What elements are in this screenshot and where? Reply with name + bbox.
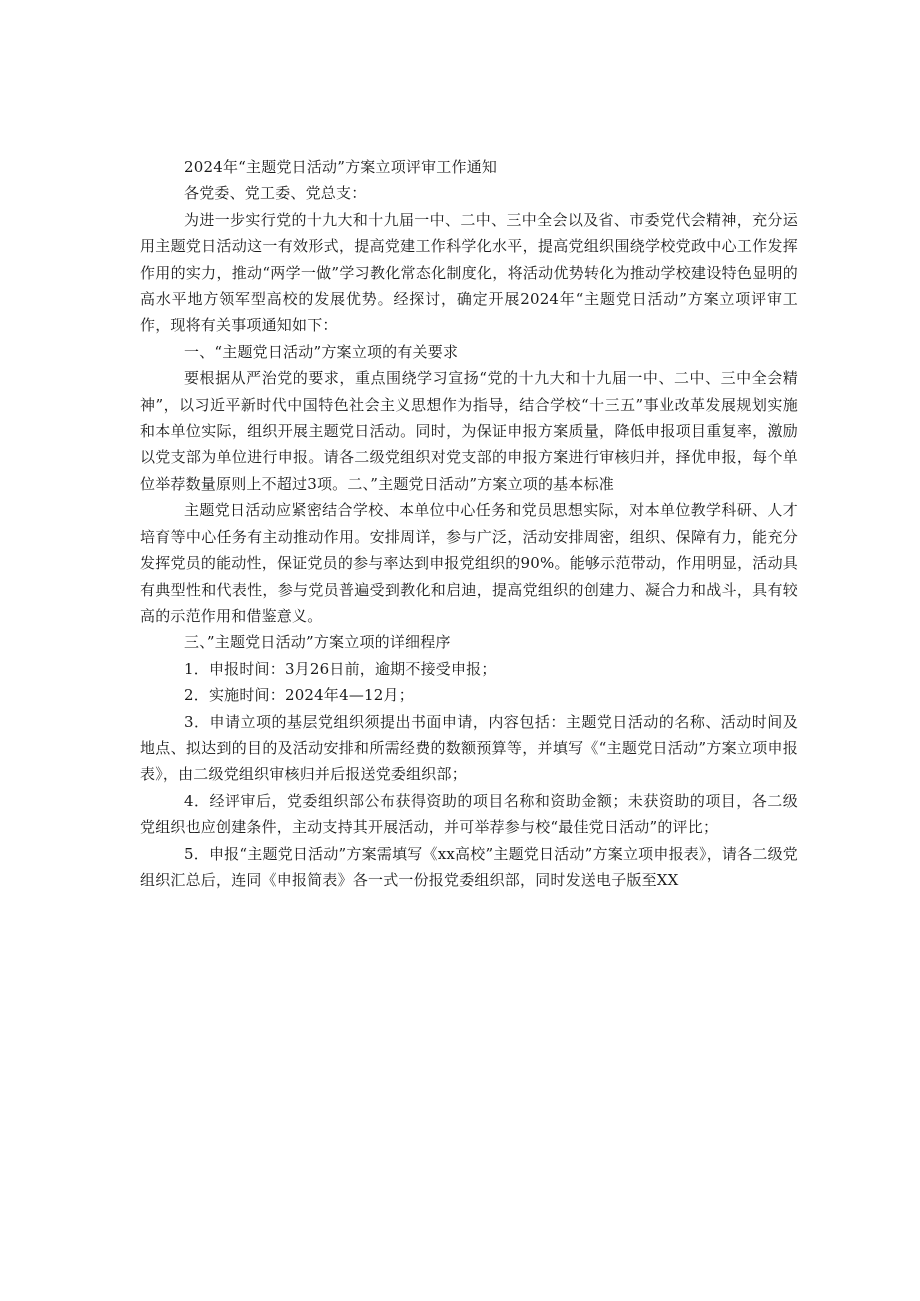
salutation: 各党委、党工委、党总支： bbox=[184, 184, 367, 203]
section-2-body: 主题党日活动应紧密结合学校、本单位中心任务和党员思想实际，对本单位教学科研、人才培育等中心任务有主动推动作用。安排周详，参与广泛，活动安排周密，组织、保障有力，能充分发挥党员的能动性，保证党员的参与率达到申报党组织的90%。能够示范带动，作用明显，活动具有典型性和代表性，参与党员普遍受到教化和启迪，提高党组织的创建力、凝合力和战斗，具有较高的示范作用和借鉴意义。 bbox=[140, 501, 798, 625]
section-3-heading: 三、”主题党日活动”方案立项的详细程序 bbox=[184, 633, 451, 652]
list-item: 4．经评审后，党委组织部公布获得资助的项目名称和资助金额；未获资助的项目，各二级党组织也应创建条件，主动支持其开展活动，并可举荐参与校“最佳党日活动”的评比； bbox=[140, 791, 798, 837]
list-item: 2．实施时间：2024年4—12月； bbox=[184, 686, 414, 705]
intro-paragraph: 为进一步实行党的十九大和十九届一中、二中、三中全会以及省、市委党代会精神，充分运用主题党日活动这一有效形式，提高党建工作科学化水平，提高党组织围绕学校党政中心工作发挥作用的实力，推动“两学一做”学习教化常态化制度化，将活动优势转化为推动学校建设特色显明的高水平地方领军型高校的发展优势。经探讨，确定开展2024年“主题党日活动”方案立项评审工作，现将有关事项通知如下： bbox=[140, 210, 798, 335]
section-1-heading: 一、“主题党日活动”方案立项的有关要求 bbox=[184, 342, 459, 361]
list-item: 3．申请立项的基层党组织须提出书面申请，内容包括：主题党日活动的名称、活动时间及地点、拟达到的目的及活动安排和所需经费的数额预算等，并填写《“主题党日活动”方案立项申报表》，由二级党组织审核归并后报送党委组织部； bbox=[140, 712, 798, 784]
document-body bbox=[140, 154, 798, 893]
section-1-body: 要根据从严治党的要求，重点围绕学习宣扬“党的十九大和十九届一中、二中、三中全会精神”，以习近平新时代中国特色社会主义思想作为指导，结合学校“十三五”事业改革发展规划实施和本单位实际，组织开展主题党日活动。同时，为保证申报方案质量，降低申报项目重复率，激励以党支部为单位进行申报。请各二级党组织对党支部的申报方案进行审核归并，择优申报，每个单位举荐数量原则上不超过3项。二、”主题党日活动”方案立项的基本标准 bbox=[140, 369, 798, 493]
list-item: 5．申报“主题党日活动”方案需填写《xx高校”主题党日活动”方案立项申报表》，请各二级党组织汇总后，连同《申报简表》各一式一份报党委组织部，同时发送电子版至XX bbox=[140, 844, 798, 889]
document-title: 2024年“主题党日活动”方案立项评审工作通知 bbox=[184, 158, 498, 176]
list-item: 1．申报时间：3月26日前，逾期不接受申报； bbox=[184, 659, 497, 678]
